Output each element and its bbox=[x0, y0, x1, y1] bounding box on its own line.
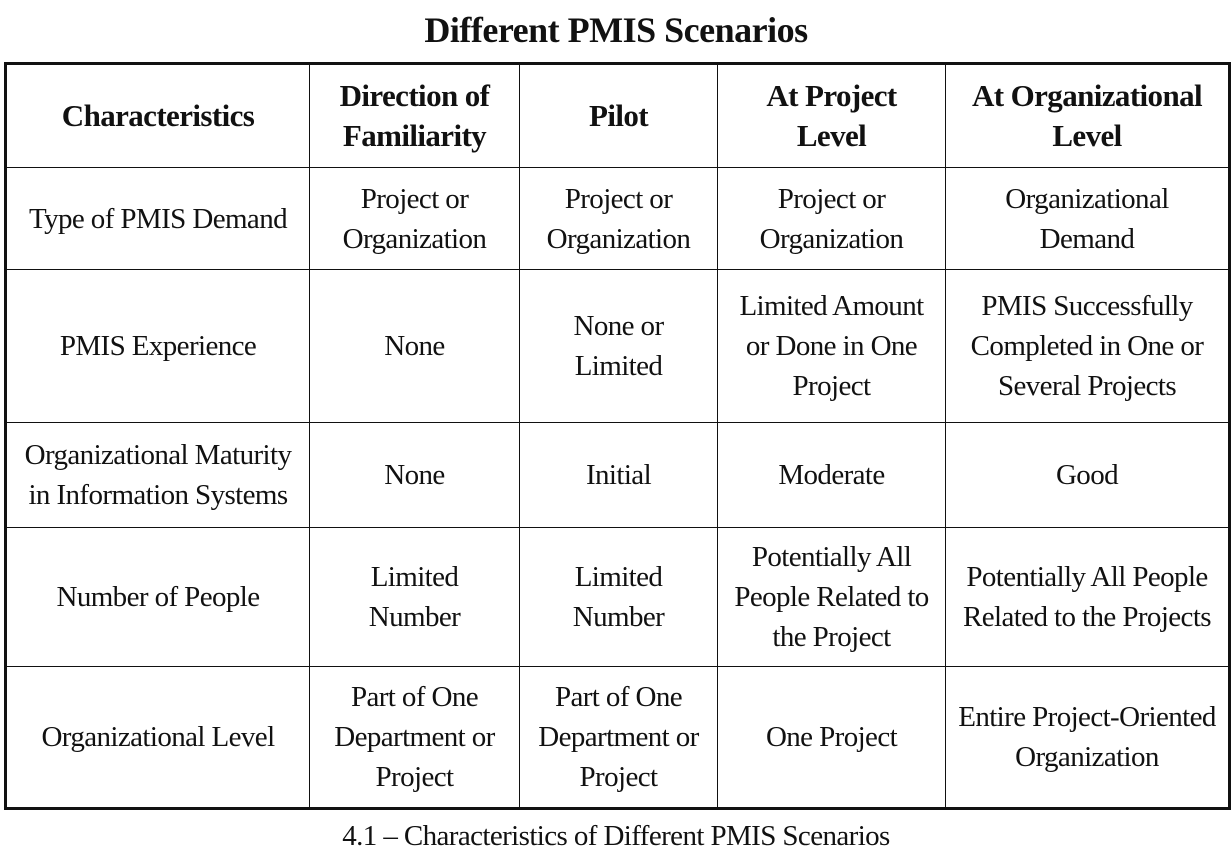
header-pilot: Pilot bbox=[520, 64, 718, 168]
table-cell: Project or Organization bbox=[718, 168, 946, 270]
table-cell: Moderate bbox=[718, 423, 946, 528]
table-cell: None bbox=[310, 270, 520, 423]
table-row bbox=[6, 528, 1230, 667]
table-row bbox=[6, 667, 1230, 809]
table-cell: One Project bbox=[718, 667, 946, 809]
table-cell: Project or Organization bbox=[310, 168, 520, 270]
figure-caption: 4.1 – Characteristics of Different PMIS Scenarios bbox=[342, 820, 890, 852]
page-title: Different PMIS Scenarios bbox=[424, 10, 808, 50]
table-cell: Organizational Demand bbox=[946, 168, 1230, 270]
table-cell: Limited Number bbox=[310, 528, 520, 667]
table-cell: Potentially All People Related to the Project bbox=[718, 528, 946, 667]
table-row bbox=[6, 423, 1230, 528]
header-at-organizational-level: At Organizational Level bbox=[946, 64, 1230, 168]
table-cell: Limited Amount or Done in One Project bbox=[718, 270, 946, 423]
row-label: Organizational Level bbox=[6, 667, 310, 809]
table-row bbox=[6, 270, 1230, 423]
table-cell: Entire Project-Oriented Organization bbox=[946, 667, 1230, 809]
table-cell: Limited Number bbox=[520, 528, 718, 667]
table-cell: PMIS Successfully Completed in One or Several Projects bbox=[946, 270, 1230, 423]
row-label: Type of PMIS Demand bbox=[6, 168, 310, 270]
scenarios-table bbox=[4, 62, 1231, 810]
table-cell: None bbox=[310, 423, 520, 528]
table-header-row bbox=[6, 64, 1230, 168]
table-cell: Initial bbox=[520, 423, 718, 528]
header-at-project-level: At Project Level bbox=[718, 64, 946, 168]
table-cell: Potentially All People Related to the Projects bbox=[946, 528, 1230, 667]
table-cell: Good bbox=[946, 423, 1230, 528]
row-label: PMIS Experience bbox=[6, 270, 310, 423]
header-characteristics: Characteristics bbox=[6, 64, 310, 168]
row-label: Organizational Maturity in Information Systems bbox=[6, 423, 310, 528]
table-cell: Part of One Department or Project bbox=[310, 667, 520, 809]
header-direction-of-familiarity: Direction of Familiarity bbox=[310, 64, 520, 168]
table-cell: Project or Organization bbox=[520, 168, 718, 270]
table-cell: None or Limited bbox=[520, 270, 718, 423]
table-row bbox=[6, 168, 1230, 270]
table-cell: Part of One Department or Project bbox=[520, 667, 718, 809]
row-label: Number of People bbox=[6, 528, 310, 667]
